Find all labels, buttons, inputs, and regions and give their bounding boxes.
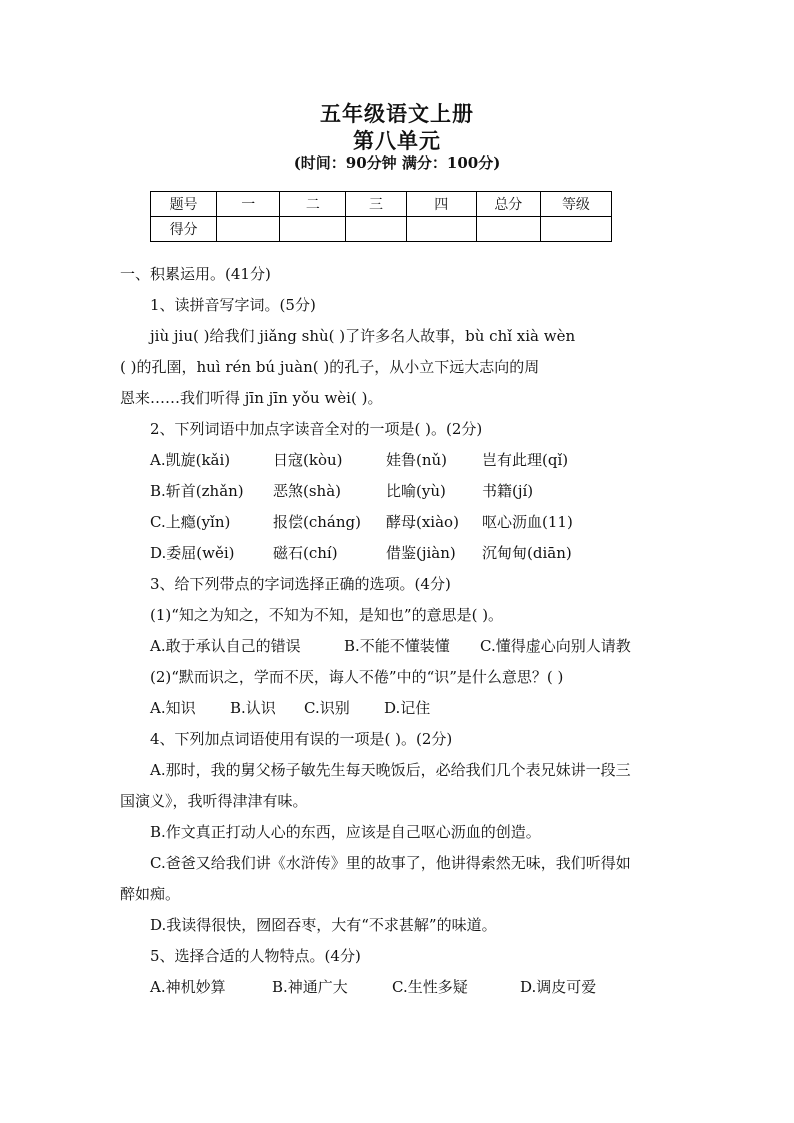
option-text: 呕心沥血(11) [482, 513, 573, 531]
option-text: A.神机妙算 [150, 978, 226, 996]
option-text: A.凯旋(kǎi) [150, 451, 231, 469]
question-title: 2、下列词语中加点字读音全对的一项是( )。(2分) [150, 420, 483, 438]
score-cell: 二 [280, 192, 346, 217]
question-text: ( )的孔圉，huì rén bú juàn( )的孔子，从小立下远大志向的周 [120, 358, 540, 376]
question-text: 恩来……我们听得 jīn jīn yǒu wèi( )。 [120, 389, 383, 407]
option-text: 国演义》，我听得津津有味。 [120, 792, 308, 810]
score-table-header-row [151, 192, 612, 217]
option-text: 沉甸甸(diān) [482, 544, 572, 562]
option-text: 酵母(xiào) [386, 513, 459, 531]
option-text: 醉如痴。 [120, 885, 181, 903]
option-text: C.识别 [304, 699, 350, 717]
question-title: 1、读拼音写字词。(5分) [150, 296, 316, 314]
option-text: B.神通广大 [272, 978, 348, 996]
option-text: D.调皮可爱 [520, 978, 597, 996]
option-text: C.生性多疑 [392, 978, 468, 996]
score-input-cell[interactable] [540, 217, 611, 242]
option-text: B.不能不懂装懂 [344, 637, 450, 655]
option-text: 借鉴(jiàn) [386, 544, 456, 562]
option-text: 磁石(chí) [273, 544, 338, 562]
score-cell: 三 [346, 192, 406, 217]
score-table-score-row [151, 217, 612, 242]
option-text: 书籍(jí) [482, 482, 534, 500]
score-input-cell[interactable] [346, 217, 406, 242]
option-text: A.知识 [150, 699, 196, 717]
exam-info: (时间：90分钟 满分：100分) [293, 154, 501, 172]
score-table [150, 191, 612, 242]
section-heading: 一、积累运用。(41分) [120, 265, 271, 283]
option-text: C.上瘾(yǐn) [150, 513, 231, 531]
option-text: D.我读得很快，囫囵吞枣，大有“不求甚解”的味道。 [150, 916, 497, 934]
option-text: 娃鲁(nǔ) [386, 451, 448, 469]
score-cell: 题号 [151, 192, 217, 217]
option-text: C.爸爸又给我们讲《水浒传》里的故事了，他讲得索然无味，我们听得如 [150, 854, 631, 872]
option-text: A.敢于承认自己的错误 [150, 637, 301, 655]
score-input-cell[interactable] [406, 217, 476, 242]
option-text: D.记住 [384, 699, 431, 717]
question-title: 5、选择合适的人物特点。(4分) [150, 947, 361, 965]
score-cell: 四 [406, 192, 476, 217]
option-text: 恶煞(shà) [273, 482, 342, 500]
score-input-cell[interactable] [476, 217, 540, 242]
question-title: 3、给下列带点的字词选择正确的选项。(4分) [150, 575, 451, 593]
score-cell: 一 [217, 192, 280, 217]
option-text: B.斩首(zhǎn) [150, 482, 244, 500]
option-text: D.委屈(wěi) [150, 544, 235, 562]
option-text: A.那时，我的舅父杨子敏先生每天晚饭后，必给我们几个表兄妹讲一段三 [150, 761, 631, 779]
option-text: 比喻(yù) [386, 482, 446, 500]
exam-title: 五年级语文上册 [320, 101, 474, 126]
option-text: 报偿(cháng) [273, 513, 361, 531]
question-title: 4、下列加点词语使用有误的一项是( )。(2分) [150, 730, 453, 748]
option-text: C.懂得虚心向别人请教 [480, 637, 631, 655]
score-cell: 总分 [476, 192, 540, 217]
question-text: (2)“默而识之，学而不厌，诲人不倦”中的“识”是什么意思？( ) [150, 668, 564, 686]
option-text: B.认识 [230, 699, 276, 717]
option-text: 岂有此理(qǐ) [482, 451, 569, 469]
unit-title: 第八单元 [353, 128, 441, 153]
question-text: (1)“知之为知之，不知为不知，是知也”的意思是( )。 [150, 606, 504, 624]
score-input-cell[interactable] [280, 217, 346, 242]
option-text: B.作文真正打动人心的东西，应该是自己呕心沥血的创造。 [150, 823, 541, 841]
score-input-cell[interactable] [217, 217, 280, 242]
score-cell: 等级 [540, 192, 611, 217]
option-text: 日寇(kòu) [273, 451, 343, 469]
score-cell: 得分 [151, 217, 217, 242]
question-text: jiù jiu( )给我们 jiǎng shù( )了许多名人故事，bù chǐ xià wèn [150, 327, 576, 345]
